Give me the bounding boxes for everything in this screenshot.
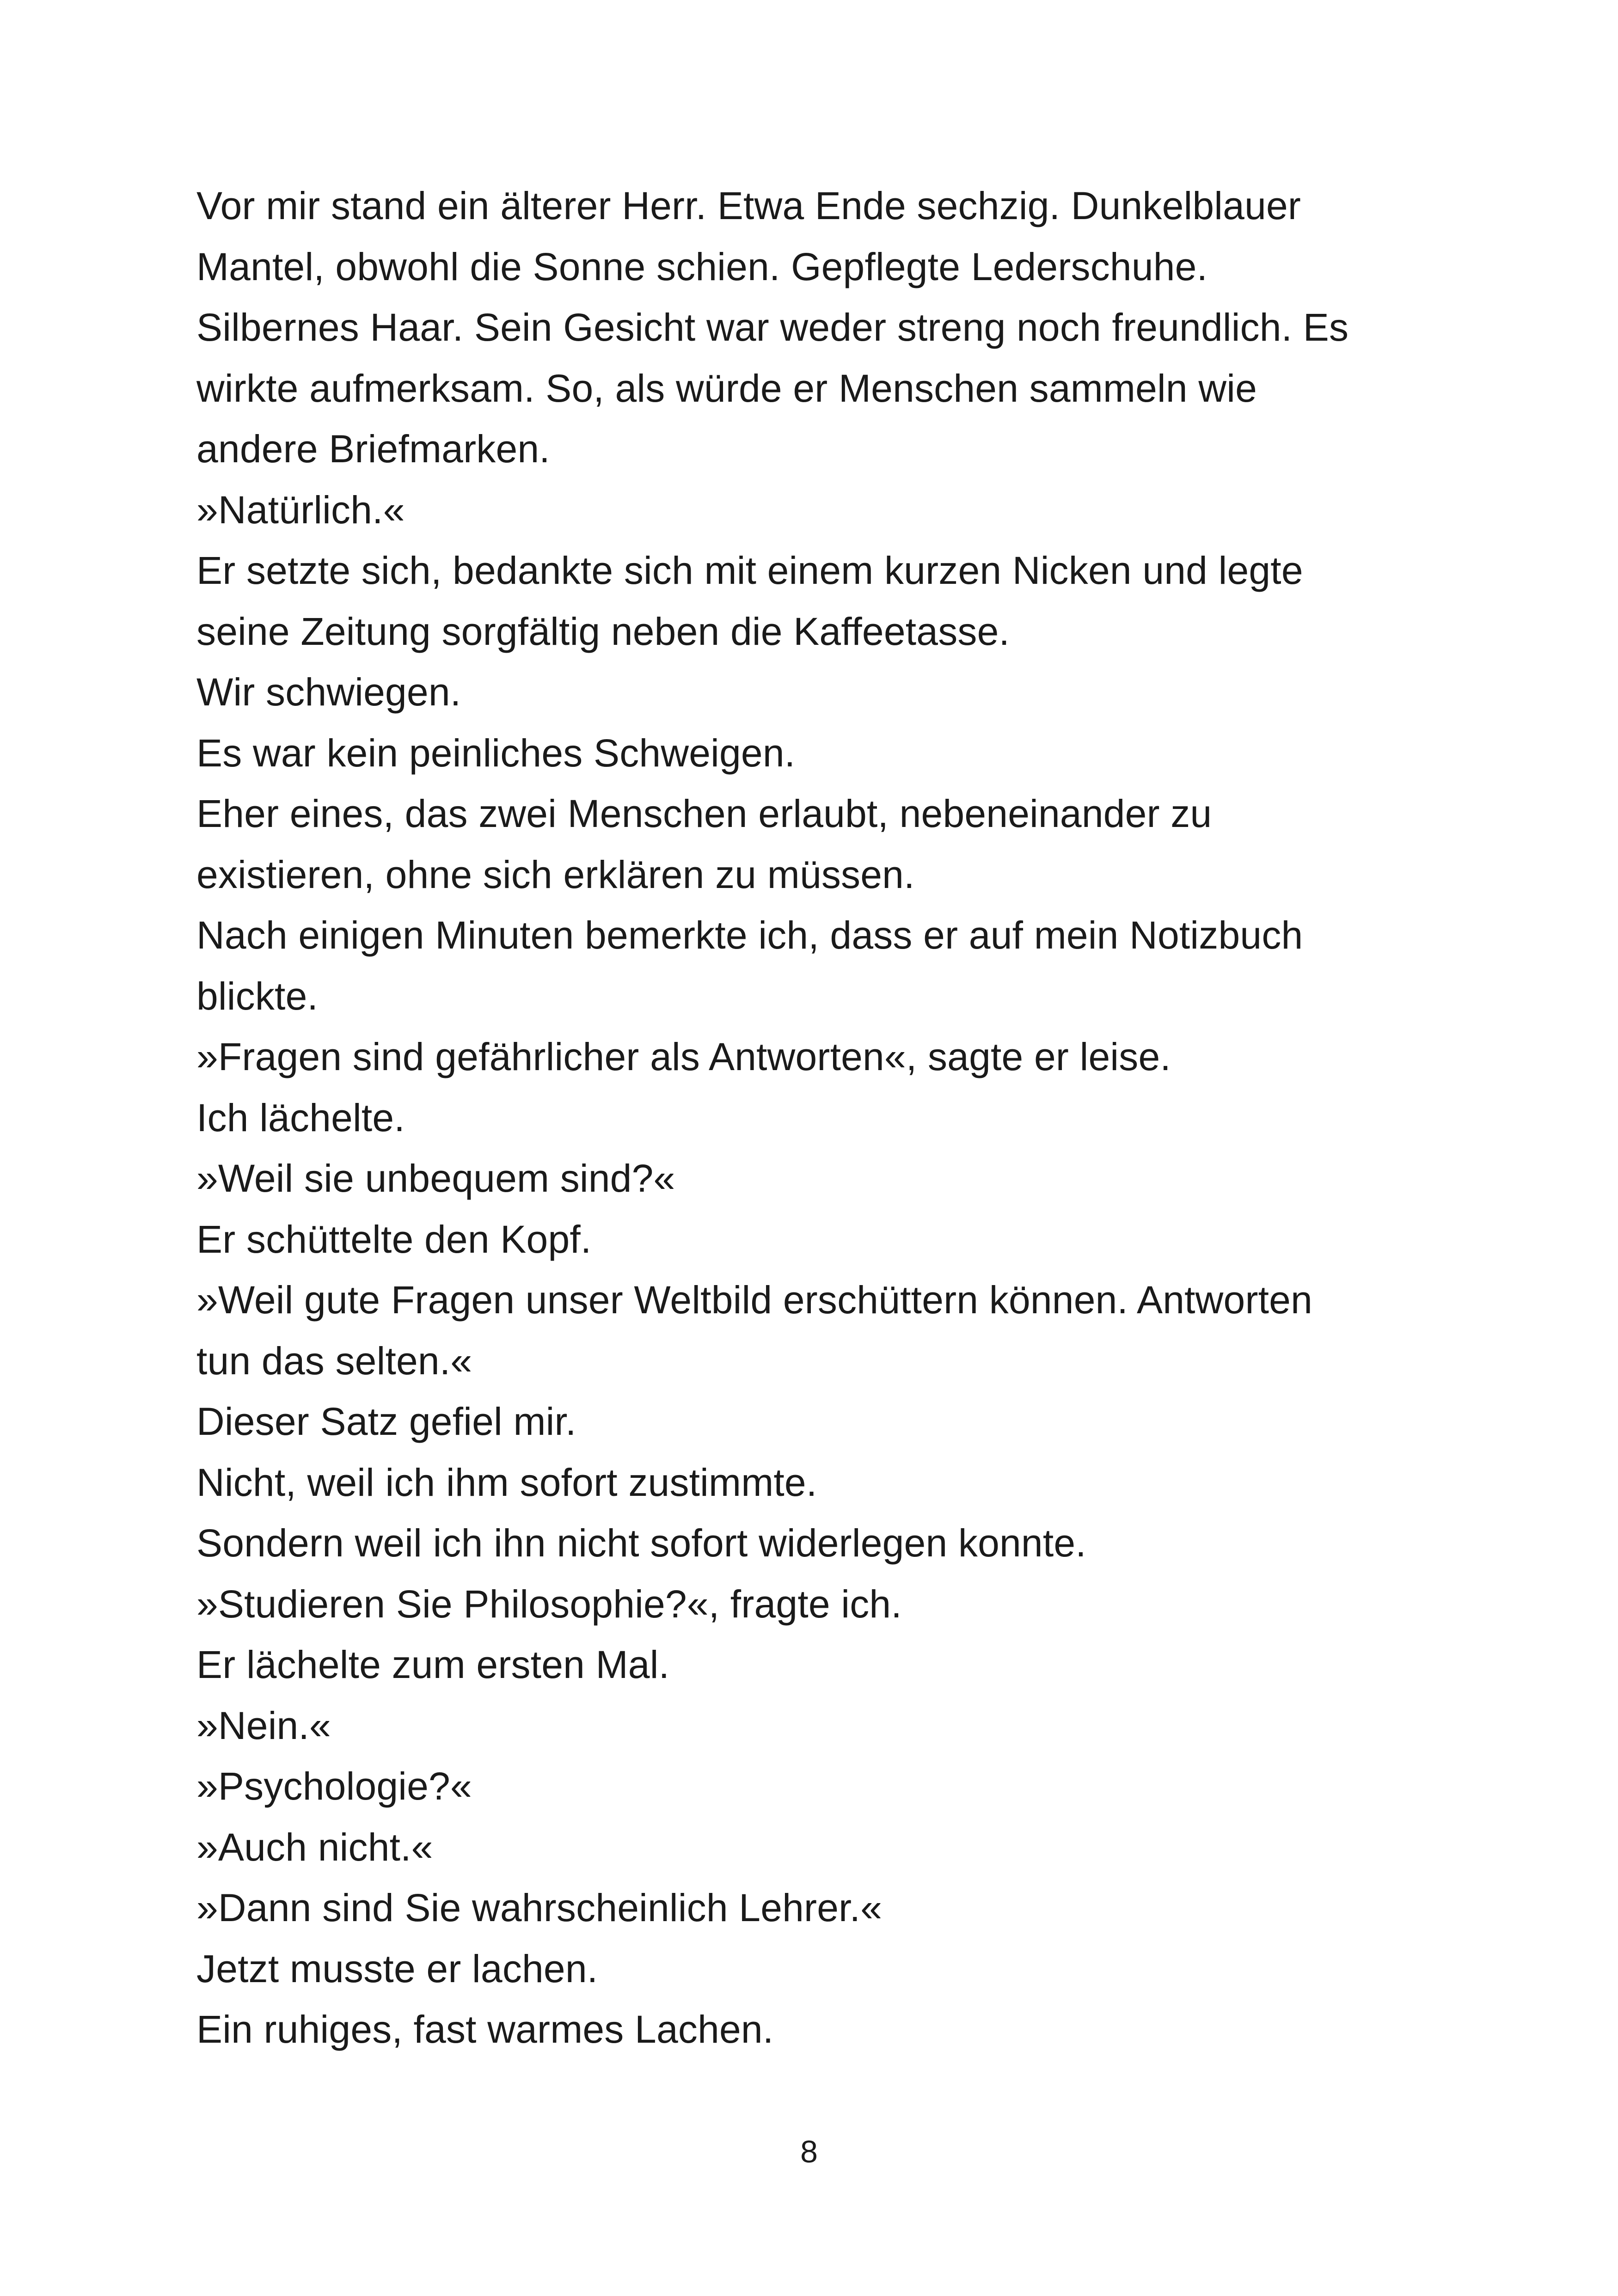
- text-line: Mantel, obwohl die Sonne schien. Gepflegte Lederschuhe.: [196, 245, 1208, 288]
- page-number: 8: [800, 2134, 818, 2169]
- text-line: seine Zeitung sorgfältig neben die Kaffeetasse.: [196, 609, 1010, 653]
- text-line: »Auch nicht.«: [196, 1825, 433, 1869]
- text-line: tun das selten.«: [196, 1339, 472, 1383]
- text-line: »Fragen sind gefährlicher als Antworten«, sagte er leise.: [196, 1035, 1171, 1078]
- text-line: »Weil sie unbequem sind?«: [196, 1157, 675, 1200]
- text-line: Nicht, weil ich ihm sofort zustimmte.: [196, 1460, 817, 1504]
- text-line: »Dann sind Sie wahrscheinlich Lehrer.«: [196, 1886, 883, 1929]
- text-line: »Weil gute Fragen unser Weltbild erschüttern können. Antworten: [196, 1278, 1312, 1322]
- text-line: Er setzte sich, bedankte sich mit einem kurzen Nicken und legte: [196, 549, 1303, 592]
- text-line: Ich lächelte.: [196, 1096, 405, 1139]
- text-line: Eher eines, das zwei Menschen erlaubt, nebeneinander zu: [196, 792, 1212, 835]
- text-line: Wir schwiegen.: [196, 670, 461, 714]
- text-line: »Nein.«: [196, 1703, 331, 1747]
- text-line: Vor mir stand ein älterer Herr. Etwa Ende sechzig. Dunkelblauer: [196, 184, 1301, 227]
- text-line: »Natürlich.«: [196, 488, 405, 532]
- text-line: Dieser Satz gefiel mir.: [196, 1400, 576, 1443]
- text-line: andere Briefmarken.: [196, 427, 550, 471]
- text-line: Nach einigen Minuten bemerkte ich, dass er auf mein Notizbuch: [196, 913, 1303, 957]
- text-line: Er lächelte zum ersten Mal.: [196, 1643, 670, 1686]
- text-line: Es war kein peinliches Schweigen.: [196, 731, 796, 775]
- text-line: Jetzt musste er lachen.: [196, 1947, 598, 1990]
- text-line: »Psychologie?«: [196, 1764, 472, 1808]
- text-line: Er schüttelte den Kopf.: [196, 1217, 592, 1261]
- text-line: Silbernes Haar. Sein Gesicht war weder streng noch freundlich. Es: [196, 306, 1349, 349]
- text-line: Ein ruhiges, fast warmes Lachen.: [196, 2008, 774, 2051]
- text-line: »Studieren Sie Philosophie?«, fragte ich.: [196, 1582, 902, 1626]
- text-line: wirkte aufmerksam. So, als würde er Menschen sammeln wie: [196, 366, 1257, 410]
- body-text: [196, 176, 1445, 2060]
- text-line: Sondern weil ich ihn nicht sofort widerlegen konnte.: [196, 1521, 1086, 1565]
- text-line: existieren, ohne sich erklären zu müssen.: [196, 852, 915, 896]
- text-line: blickte.: [196, 974, 319, 1018]
